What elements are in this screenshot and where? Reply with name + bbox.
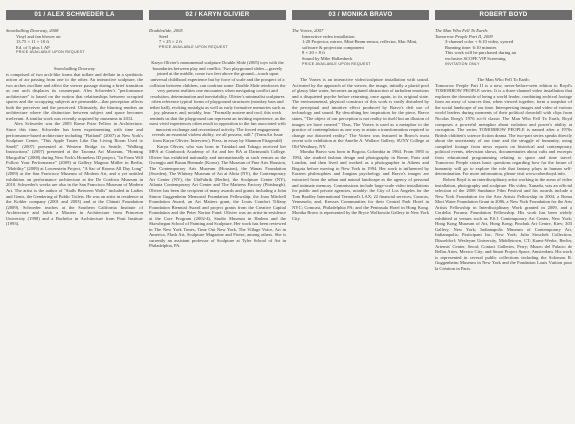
meta-line: PRICE AVAILABLE UPON REQUEST <box>159 44 228 49</box>
meta-line: Snowballing Doorway, 2008 <box>6 28 59 33</box>
artwork-meta <box>149 28 286 50</box>
body-paragraph: Karyn Olivier's monumental sculpture Double Slide (2005) toys with the boundaries between play and conflict. Two playground slides—gravely joined at the middle, come two feet above the ground—touch upon universal childhood experience but by force of scale and the prospect of a collision between children, can confront some. Double Slide reinforces the very present realities one encounters when navigating conflict and resolution, determination and inevitability. Olivier's minimalist sculptures often reference typical forms of playground structures (monkey bars and tether ball), evoking nostalgia as well as early formative memories such as joy, pleasure, and, notably, fear. "Formally austere and cool, this work reminds us that the playground can represent an inviting experience, as the most vivid experiences often result in opposition to the fun associated with innocent exchange and recreational activity. The forced engagement reveals an essential violent ability, we all possess, still." (TransArt Issue from Karyn Olivier: Interview). Press, in essay by Shannon Fitzgerald) <box>149 60 286 144</box>
artist-header: 01 / ALEX SCHWEDER LA <box>6 10 143 20</box>
meta-line: Running time: 6:10 minutes <box>445 44 497 50</box>
meta-line: Ed. of 3 plus 1 AP <box>16 44 50 50</box>
meta-line: The Vortex, 2007 <box>292 28 324 33</box>
meta-line: 13.75 × 11 × 10 ft <box>16 39 50 45</box>
body-paragraph: Karyn Olivier, who was born in Trinidad and Tobago received her MFA at Cranbrook Academy of Art and her BA at Dartmouth College. Olivier has exhibited nationally and internationally at such venues as the Gwangju and Busan Biennale (Korea), The Museum of Fine Arts Houston, The Contemporary Arts Museum (Houston), the Wanas Foundation (Sweden), The Whitney Museum of Art at Altria (NY), the Contemporary Art Center (NY), the UfaFabrik (Berlin), the Sculpture Center (NY), Atlanta Contemporary Art Center and The Mattress Factory (Pittsburgh). Olivier has been the recipient of many awards and grants including a John Simon Guggenheim Memorial Foundation Fellowship, the Joan Mitchell Foundation Award, an Art Matters grant, the Louis Comfort Tiffany Foundation Biennial Award and project grants from the Creative Capital Foundation and the Peter Norton Fund. Olivier was an artist-in-residence at the Core Program (2002-4), Studio Museum in Harlem and the Skowhegan School of Painting and Sculpture. Her work has been reviewed in The New York Times, Time Out New York, The Village Voice, Art in America, Flash Art, Sculpture Magazine and Frieze, among others. She is currently an assistant professor of Sculpture at Tyler School of Art in Philadelphia, PA. <box>149 143 286 249</box>
meta-line: Interactive video installation <box>302 33 355 39</box>
artist-text <box>6 66 143 227</box>
meta-line: exclusive SCOPE VIP Screening <box>445 55 506 61</box>
meta-line: 8 × 20 × 8 ft <box>302 50 325 56</box>
meta-line: The Man Who Fell To Earth: <box>435 28 489 33</box>
artist-header: 03 / MONIKA BRAVO <box>292 10 429 20</box>
artist-text <box>149 60 286 249</box>
meta-line: INVITATION ONLY <box>445 61 480 66</box>
body-paragraph: Monika Bravo was born in Bogota, Colombia in 1964. From 1985 to 1994, she studied fashion design and photography in Rome, Paris and London, and then lived and worked as a photographer in Athens and Bogota before moving to New York in 1994. Her work is influenced by Eastern philosophies and Jungian psychology and Bravo's images are extracted from the urban and natural landscape as the agency of personal and intimate memory. Commissions include large-scale video installations for public and private agencies, notably: the City of Los Angeles for the Tom Bradley International Terminal's LAX; 22 financial services, Caracas, Venezuela; and, Kresses Communities for their Central Park Hotel in NYC; Comcast, Philadelphia PA; and the Peninsula Hotel in Hong Kong. Monika Bravo is represented by the Bryce Wolkowitz Gallery in New York City. <box>292 149 429 221</box>
artist-text <box>435 77 572 271</box>
artist-column <box>435 10 572 424</box>
body-paragraph: Snowballing Doorway <box>53 65 96 71</box>
meta-line: Vinyl and fan blower air <box>16 33 61 39</box>
artist-header: 02 / KARYN OLIVIER <box>149 10 286 20</box>
artwork-meta <box>6 28 143 56</box>
artist-column <box>149 10 286 424</box>
artist-column <box>6 10 143 424</box>
meta-line: 7 × 25 × 2 ft <box>159 39 182 45</box>
meta-line: PRICE AVAILABLE UPON REQUEST <box>16 50 85 55</box>
artist-column <box>292 10 429 424</box>
meta-line: Tomorrow People Part II, 2009 <box>435 33 493 39</box>
artwork-meta <box>435 28 572 67</box>
body-paragraph: Alex Schweder was the 2005 Rome Prize Fellow in Architecture. Since this time, Schweder has been experimenting with time and performance-based architecture including "Flatland" (2007) at New York's Sculpture Center, "This Apple Tastes Like Our Living Room Used to Smell" (2007) presented at Western Bridge in Seattle, "Walking Instructions" (2007) presented at the Tacoma Art Museum, "Homing Macguffin" (2008) during New York's Homeless ID project, "In Form Will Follow Your Performance" (2009) at Gallery Magnus Müller in Berlin, "Mobility" (2009) at Lowenstein Project, "A Sac of Rooms All Day Long" (2009) at the San Francisco Museum of Modern Art, and a yet untitled exhibition on performance architecture at the De Cordova Museum in 2010. Schweder's works are also in the San Francisco Museum of Modern Art. The artist is the author of "Stalls Between Walls" included in Ladies and Gents, the Gendering of Public Toilets. He was an artist in residence at the Kohler company (2001 and 2003) and at the Chinati Foundation (2009). Schweder teaches at the Southern California Institute of Architecture and holds a Masters in Architecture from Princeton University (1998) and a Bachelor in Architecture from Pratt Institute (1993). <box>6 121 143 227</box>
body-paragraph: is comprised of two arch-like forms that inflate and deflate in a symbiotic action of air passing from one to the other. An interactive sculpture, the two arches oscillate and affect the viewer passage during a brief transition as one arch displaces its counterpart. Alex Schweder's "performance architecture" is based on the notion that relationships between occupied spaces and the occupying subjects are permeable—that perception affects both the perceiver and the perceived. Ultimately, the blurring renders an architecture where the distinction between subject and space becomes irrelevant. A similar work was recently acquired by museums in 2012. <box>6 71 143 121</box>
artist-header: ROBERT BOYD <box>435 10 572 20</box>
body-paragraph: The Vortex is an interactive video/sculpture installation with sound. Activated by the approach of the viewer, the image, initially a placid pool of glassy blue water, becomes an agitated abstraction of turbulent emotions and a disquieted psyche before returning, once again, to its original state. The environmental, physical construct of this work is easily disturbed by the perceptual and intuitive effect produced by Bravo's deft use of technology and sound. By describing her inspiration for the piece, Bravo states, "The object of our perception is not reality in itself but an illusion of images we have created." Thus, The Vortex is used as a metaphor to the practice of contemplation as one way to attain a transformation required to change our distorted reality." The Vortex was featured in Bravo's most recent solo exhibition at the Amelie A. Wallace Gallery, SUNY College at Old Westbury, NY. <box>292 77 429 149</box>
meta-line: This work will be purchased during an <box>445 50 516 56</box>
meta-line: PRICE AVAILABLE UPON REQUEST <box>302 61 371 66</box>
body-paragraph: The Man Who Fell To Earth: <box>477 77 530 83</box>
meta-line: 3-channel color + 6:10 video, synced <box>445 39 514 45</box>
meta-line: Steel <box>159 33 169 39</box>
artwork-meta <box>292 28 429 67</box>
meta-line: 1:20 Projector, mirror, Mini-Beam sensor, reflector, Mac Mini, software & projection component <box>302 39 418 50</box>
artist-text <box>292 77 429 221</box>
meta-line: Sound by Mike Hallenbeck <box>302 55 353 61</box>
body-paragraph: Robert Boyd is an interdisciplinary artist working in the areas of video installation, photography and sculpture. His video, Xanadu, was an official selection of the 2008 Sundance Film Festival and his awards include a New York Foundation for the Arts Artists Fellowship in 2004, a Roma Mori Water Foundation Grant in 2006, a New York Foundation for the Arts Artists Fellowship in Interdisciplinary Work granted in 2009, and a Cordelia Forums Foundation Fellowship. His work has been widely exhibited at venues such as P.S.1 Contemporary Art Center, New York; Hong Kong Museum of Art, Hong Kong; Pinchuk Art Centre, Kiev; 303 Gallery, New York; Indianapolis Museum of Contemporary Art, Indianapolis; Participant Inc, New York; Julia Stoschek Collection, Düsseldorf; Wesleyan University, Middletown, CT; Kunst-Werke, Berlin; Artemis' Center, Seoul; Contact Galleries, Perry; Museo del Palacio de Bellas Artes, Mexico City; and Smart Project Space, Amsterdam. His work is represented in several public collections including the Solomon R. Guggenheim Museum in New York and the Fondation Louis Vuitton pour la Création in Paris. <box>435 177 572 271</box>
body-paragraph: Tomorrow People Part II is a new, never-before-seen edition to Boyd's TOMORROW PEOPLE series. It is a three-channel video installation that explores the downside of being a world leader, combining archival footage from an array of sources that, when viewed together, form a snapshot of the social landscape of our time. Interspersing images and video of various world leaders during moments of their political downfall with clips from Nicolas Roeg's 1976 sci-fi classic The Man Who Fell To Earth, Boyd composes a powerful metaphor about isolation and power's ability at corruption. The series TOMORROW PEOPLE is named after a 1970s British children's science fiction drama. The two-part series speaks directly about the uncertainty of our time and the struggle of humanity, using compiled footage from news reports on historical and contemporary political events, television shows, documentaries about cults and excerpts from educational programming relating to space and time travel. Tomorrow People raises basic questions regarding how far the future of humanity will go to explore the role that fantasy plays in human self-determination. For more information, please visit www.robertboyd.info. <box>435 82 572 177</box>
meta-line: Doubleslide, 2005 <box>149 28 183 33</box>
